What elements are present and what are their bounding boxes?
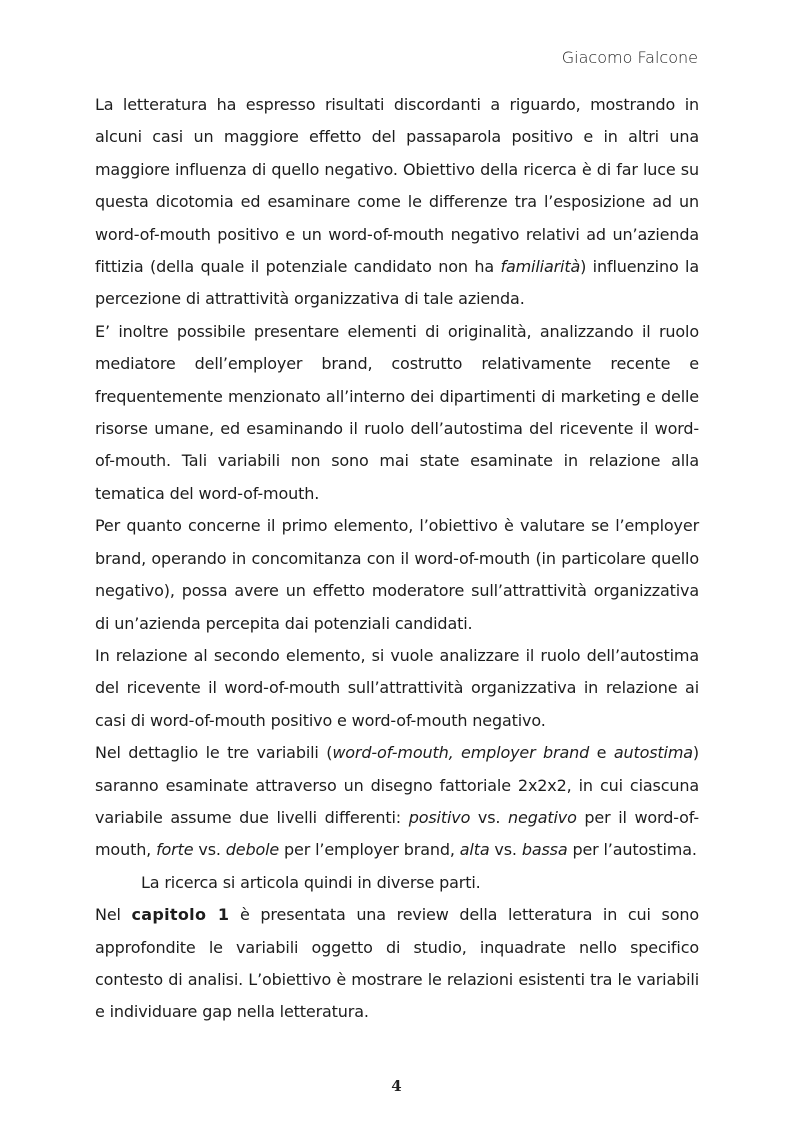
paragraph-4: In relazione al secondo elemento, si vuole analizzare il ruolo dell’autostima del ricevente il word-of-mouth sull’attrattività organizzativa in relazione ai casi di word-of-mouth positivo e word-of-mouth negativo.	[95, 645, 699, 730]
paragraph-5-emphasis: forte	[156, 840, 194, 860]
running-header-author: Giacomo Falcone	[561, 48, 698, 67]
paragraph-5-emphasis: positivo	[408, 807, 471, 827]
paragraph-5-emphasis: autostima	[613, 743, 693, 763]
paragraph-5-text: per l’employer brand,	[279, 840, 460, 860]
paragraph-2: E’ inoltre possibile presentare elementi di originalità, analizzando il ruolo mediatore dell’employer brand, costrutto relativamente recente e frequentemente menzionato all’interno dei dipartimenti di marketing e delle risorse umane, ed esaminando il ruolo dell’autostima del ricevente il word-of-mouth. Tali variabili non sono mai state esaminate in relazione alla tematica del word-of-mouth.	[95, 321, 699, 503]
paragraph-5	[95, 737, 699, 867]
paragraph-6: La ricerca si articola quindi in diverse parti.	[141, 872, 481, 892]
paragraph-5-text: per il word-of-mouth,	[95, 807, 699, 860]
paragraph-5-emphasis: word-of-mouth, employer brand	[332, 743, 590, 763]
body-text	[95, 89, 699, 1029]
paragraph-5-text: Nel dettaglio le tre variabili (	[95, 743, 333, 763]
paragraph-1	[95, 89, 699, 316]
paragraph-7	[95, 899, 699, 1029]
paragraph-5-emphasis: debole	[225, 840, 280, 860]
paragraph-5-text: vs.	[470, 807, 509, 827]
paragraph-3: Per quanto concerne il primo elemento, l’obiettivo è valutare se l’employer brand, operando in concomitanza con il word-of-mouth (in particolare quello negativo), possa avere un effetto moderatore sull’attrattività organizzativa di un’azienda percepita dai potenziali candidati.	[95, 516, 699, 633]
paragraph-1-text-a: La letteratura ha espresso risultati discordanti a riguardo, mostrando in alcuni casi un maggiore effetto del passaparola positivo e in altri una maggiore influenza di quello negativo. Obiettivo della ricerca è di far luce su questa dicotomia ed esaminare come le differenze tra l’esposizione ad un word-of-mouth positivo e un word-of-mouth negativo relativi ad un’azienda fittizia (della quale il potenziale candidato non ha	[95, 95, 699, 277]
paragraph-7-text: è presentata una review della letteratura in cui sono approfondite le variabili oggetto di studio, inquadrate nello specifico contesto di analisi. L’obiettivo è mostrare le relazioni esistenti tra le variabili e individuare gap nella letteratura.	[95, 905, 699, 1022]
paragraph-5-text: e	[589, 743, 614, 763]
paragraph-5-text: ) saranno esaminate attraverso un disegno fattoriale 2x2x2, in cui ciascuna variabile assume due livelli differenti:	[95, 743, 700, 827]
chapter-1-reference: capitolo 1	[131, 905, 230, 925]
paragraph-1-emphasis: familiarità	[500, 257, 581, 277]
paragraph-7-text: Nel	[95, 905, 132, 925]
paragraph-1-text-b: ) influenzino la percezione di attrattività organizzativa di tale azienda.	[95, 257, 700, 309]
paragraph-5-text: vs.	[489, 840, 522, 860]
paragraph-5-emphasis: alta	[459, 840, 490, 860]
paragraph-5-text: per l’autostima.	[567, 840, 697, 860]
paragraph-5-text: vs.	[193, 840, 226, 860]
paragraph-5-emphasis: bassa	[521, 840, 568, 860]
page-number: 4	[391, 1077, 402, 1095]
paragraph-5-emphasis: negativo	[508, 807, 577, 827]
